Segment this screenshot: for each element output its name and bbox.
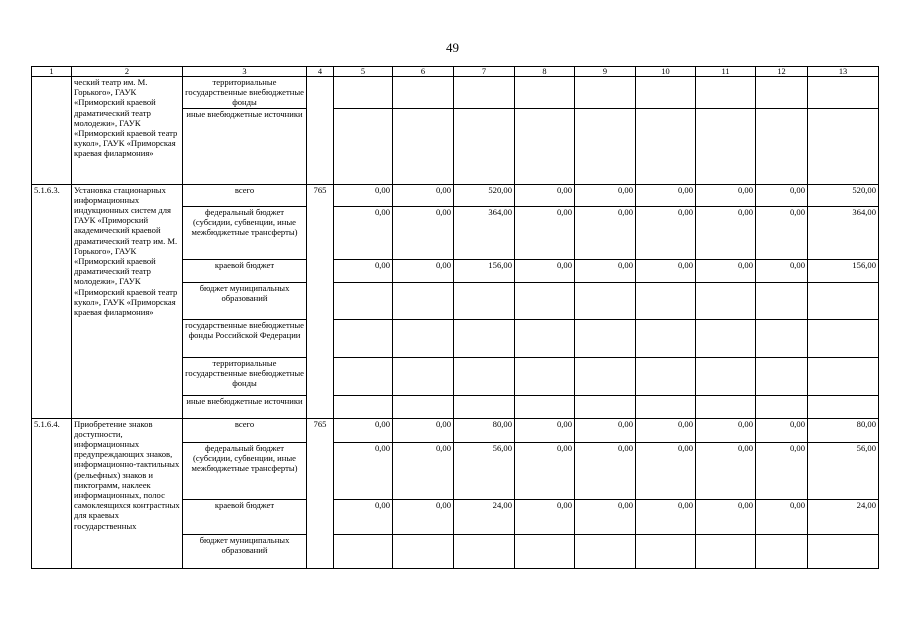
value-cell (393, 319, 454, 357)
item-number: 5.1.6.4. (32, 418, 72, 568)
value-cell (515, 357, 575, 395)
value-cell (575, 319, 636, 357)
value-cell (515, 319, 575, 357)
item-description: ческий театр им. М. Горького», ГАУК «Приморский краевой драматический театр молодежи», ГАУК «Приморский краевой театр кукол», ГАУК «Приморская краевая филармония» (72, 77, 183, 185)
column-number-8: 8 (515, 67, 575, 77)
value-cell: 364,00 (454, 206, 515, 259)
value-cell: 0,00 (756, 499, 808, 534)
column-number-row (32, 67, 879, 77)
value-cell: 0,00 (334, 206, 393, 259)
value-cell: 0,00 (696, 418, 756, 442)
value-cell (575, 77, 636, 109)
value-cell: 0,00 (636, 206, 696, 259)
value-cell: 0,00 (575, 499, 636, 534)
table-row (32, 184, 879, 206)
value-cell: 0,00 (393, 499, 454, 534)
budget-table (31, 66, 879, 569)
value-cell: 24,00 (808, 499, 879, 534)
value-cell (756, 108, 808, 184)
value-cell (696, 108, 756, 184)
value-cell: 0,00 (756, 206, 808, 259)
value-cell: 0,00 (575, 206, 636, 259)
value-cell (696, 77, 756, 109)
value-cell (393, 108, 454, 184)
value-cell: 0,00 (636, 418, 696, 442)
column-number-12: 12 (756, 67, 808, 77)
value-cell: 0,00 (636, 499, 696, 534)
value-cell (454, 282, 515, 319)
value-cell: 0,00 (756, 259, 808, 282)
value-cell (515, 395, 575, 418)
value-cell (575, 534, 636, 568)
value-cell (636, 395, 696, 418)
value-cell (334, 357, 393, 395)
column-number-2: 2 (72, 67, 183, 77)
column-number-4: 4 (307, 67, 334, 77)
value-cell (808, 395, 879, 418)
value-cell: 0,00 (393, 206, 454, 259)
value-cell (393, 77, 454, 109)
value-cell: 0,00 (575, 184, 636, 206)
item-description: Установка стационарных информационных индукционных систем для ГАУК «Приморский академический краевой драматический театр им. М. Горького», ГАУК «Приморский краевой драматический театр молодежи», ГАУК «Приморский краевой театр кукол», ГАУК «Приморская краевая филармония» (72, 184, 183, 418)
item-number-cell (32, 77, 72, 185)
value-cell (334, 282, 393, 319)
value-cell (756, 357, 808, 395)
value-cell: 56,00 (808, 442, 879, 499)
funding-source: бюджет муниципальных образований (183, 282, 307, 319)
value-cell (808, 357, 879, 395)
value-cell (393, 357, 454, 395)
funding-source: федеральный бюджет (субсидии, субвенции, иные межбюджетные трансферты) (183, 206, 307, 259)
page-number: 49 (446, 40, 459, 55)
value-cell: 80,00 (808, 418, 879, 442)
table-row (32, 418, 879, 442)
value-cell: 0,00 (636, 184, 696, 206)
value-cell: 56,00 (454, 442, 515, 499)
funding-source: федеральный бюджет (субсидии, субвенции, иные межбюджетные трансферты) (183, 442, 307, 499)
column-number-9: 9 (575, 67, 636, 77)
column-number-10: 10 (636, 67, 696, 77)
value-cell: 0,00 (334, 184, 393, 206)
value-cell (454, 395, 515, 418)
value-cell (756, 534, 808, 568)
value-cell (575, 395, 636, 418)
value-cell: 0,00 (393, 418, 454, 442)
value-cell: 0,00 (696, 499, 756, 534)
value-cell (808, 319, 879, 357)
value-cell (756, 319, 808, 357)
value-cell: 0,00 (515, 184, 575, 206)
value-cell (515, 534, 575, 568)
value-cell (808, 534, 879, 568)
value-cell (696, 282, 756, 319)
value-cell: 0,00 (696, 259, 756, 282)
value-cell (515, 77, 575, 109)
value-cell (454, 77, 515, 109)
value-cell (696, 534, 756, 568)
value-cell (696, 395, 756, 418)
column-number-3: 3 (183, 67, 307, 77)
code-cell: 765 (307, 418, 334, 568)
value-cell: 520,00 (454, 184, 515, 206)
value-cell (393, 534, 454, 568)
value-cell: 0,00 (515, 418, 575, 442)
table-row (32, 77, 879, 109)
value-cell (575, 108, 636, 184)
value-cell (515, 282, 575, 319)
value-cell (636, 108, 696, 184)
value-cell (334, 534, 393, 568)
value-cell: 0,00 (393, 259, 454, 282)
column-number-13: 13 (808, 67, 879, 77)
value-cell: 0,00 (636, 442, 696, 499)
code-cell: 765 (307, 184, 334, 418)
value-cell: 364,00 (808, 206, 879, 259)
column-number-5: 5 (334, 67, 393, 77)
value-cell (636, 282, 696, 319)
value-cell (808, 282, 879, 319)
value-cell (756, 282, 808, 319)
column-number-1: 1 (32, 67, 72, 77)
item-description: Приобретение знаков доступности, информационных предупреждающих знаков, информационно-тактильных (рельефных) знаков и пиктограмм, наклеек информационных, полос самоклеящихся контрастных для краевых государственных (72, 418, 183, 568)
value-cell (454, 357, 515, 395)
funding-source: территориальные государственные внебюджетные фонды (183, 77, 307, 109)
funding-source: иные внебюджетные источники (183, 395, 307, 418)
value-cell: 0,00 (756, 184, 808, 206)
value-cell: 0,00 (334, 442, 393, 499)
value-cell (393, 395, 454, 418)
value-cell: 0,00 (515, 259, 575, 282)
value-cell: 0,00 (334, 418, 393, 442)
funding-source: краевой бюджет (183, 259, 307, 282)
item-number: 5.1.6.3. (32, 184, 72, 418)
column-number-7: 7 (454, 67, 515, 77)
value-cell (575, 282, 636, 319)
value-cell: 0,00 (696, 206, 756, 259)
value-cell (575, 357, 636, 395)
value-cell: 0,00 (756, 418, 808, 442)
value-cell: 0,00 (756, 442, 808, 499)
value-cell: 156,00 (454, 259, 515, 282)
value-cell: 24,00 (454, 499, 515, 534)
value-cell: 0,00 (575, 418, 636, 442)
value-cell (454, 534, 515, 568)
value-cell: 80,00 (454, 418, 515, 442)
value-cell (756, 77, 808, 109)
value-cell: 0,00 (393, 184, 454, 206)
value-cell (454, 319, 515, 357)
funding-source: иные внебюджетные источники (183, 108, 307, 184)
value-cell (515, 108, 575, 184)
value-cell (636, 319, 696, 357)
value-cell (393, 282, 454, 319)
column-number-6: 6 (393, 67, 454, 77)
value-cell: 0,00 (636, 259, 696, 282)
value-cell (334, 319, 393, 357)
value-cell: 0,00 (334, 259, 393, 282)
value-cell: 0,00 (515, 206, 575, 259)
funding-source: всего (183, 184, 307, 206)
value-cell (636, 357, 696, 395)
table-body (32, 67, 879, 569)
value-cell (636, 77, 696, 109)
value-cell (454, 108, 515, 184)
code-cell (307, 77, 334, 185)
value-cell: 156,00 (808, 259, 879, 282)
funding-source: государственные внебюджетные фонды Российской Федерации (183, 319, 307, 357)
value-cell (334, 77, 393, 109)
value-cell: 0,00 (575, 259, 636, 282)
funding-source: краевой бюджет (183, 499, 307, 534)
value-cell: 0,00 (696, 442, 756, 499)
value-cell (808, 77, 879, 109)
value-cell (756, 395, 808, 418)
value-cell (696, 357, 756, 395)
value-cell (636, 534, 696, 568)
value-cell: 0,00 (515, 442, 575, 499)
funding-source: всего (183, 418, 307, 442)
value-cell: 0,00 (334, 499, 393, 534)
value-cell (696, 319, 756, 357)
funding-source: бюджет муниципальных образований (183, 534, 307, 568)
column-number-11: 11 (696, 67, 756, 77)
value-cell: 0,00 (515, 499, 575, 534)
value-cell: 520,00 (808, 184, 879, 206)
funding-source: территориальные государственные внебюджетные фонды (183, 357, 307, 395)
value-cell: 0,00 (575, 442, 636, 499)
value-cell: 0,00 (393, 442, 454, 499)
value-cell: 0,00 (696, 184, 756, 206)
value-cell (334, 395, 393, 418)
value-cell (808, 108, 879, 184)
value-cell (334, 108, 393, 184)
